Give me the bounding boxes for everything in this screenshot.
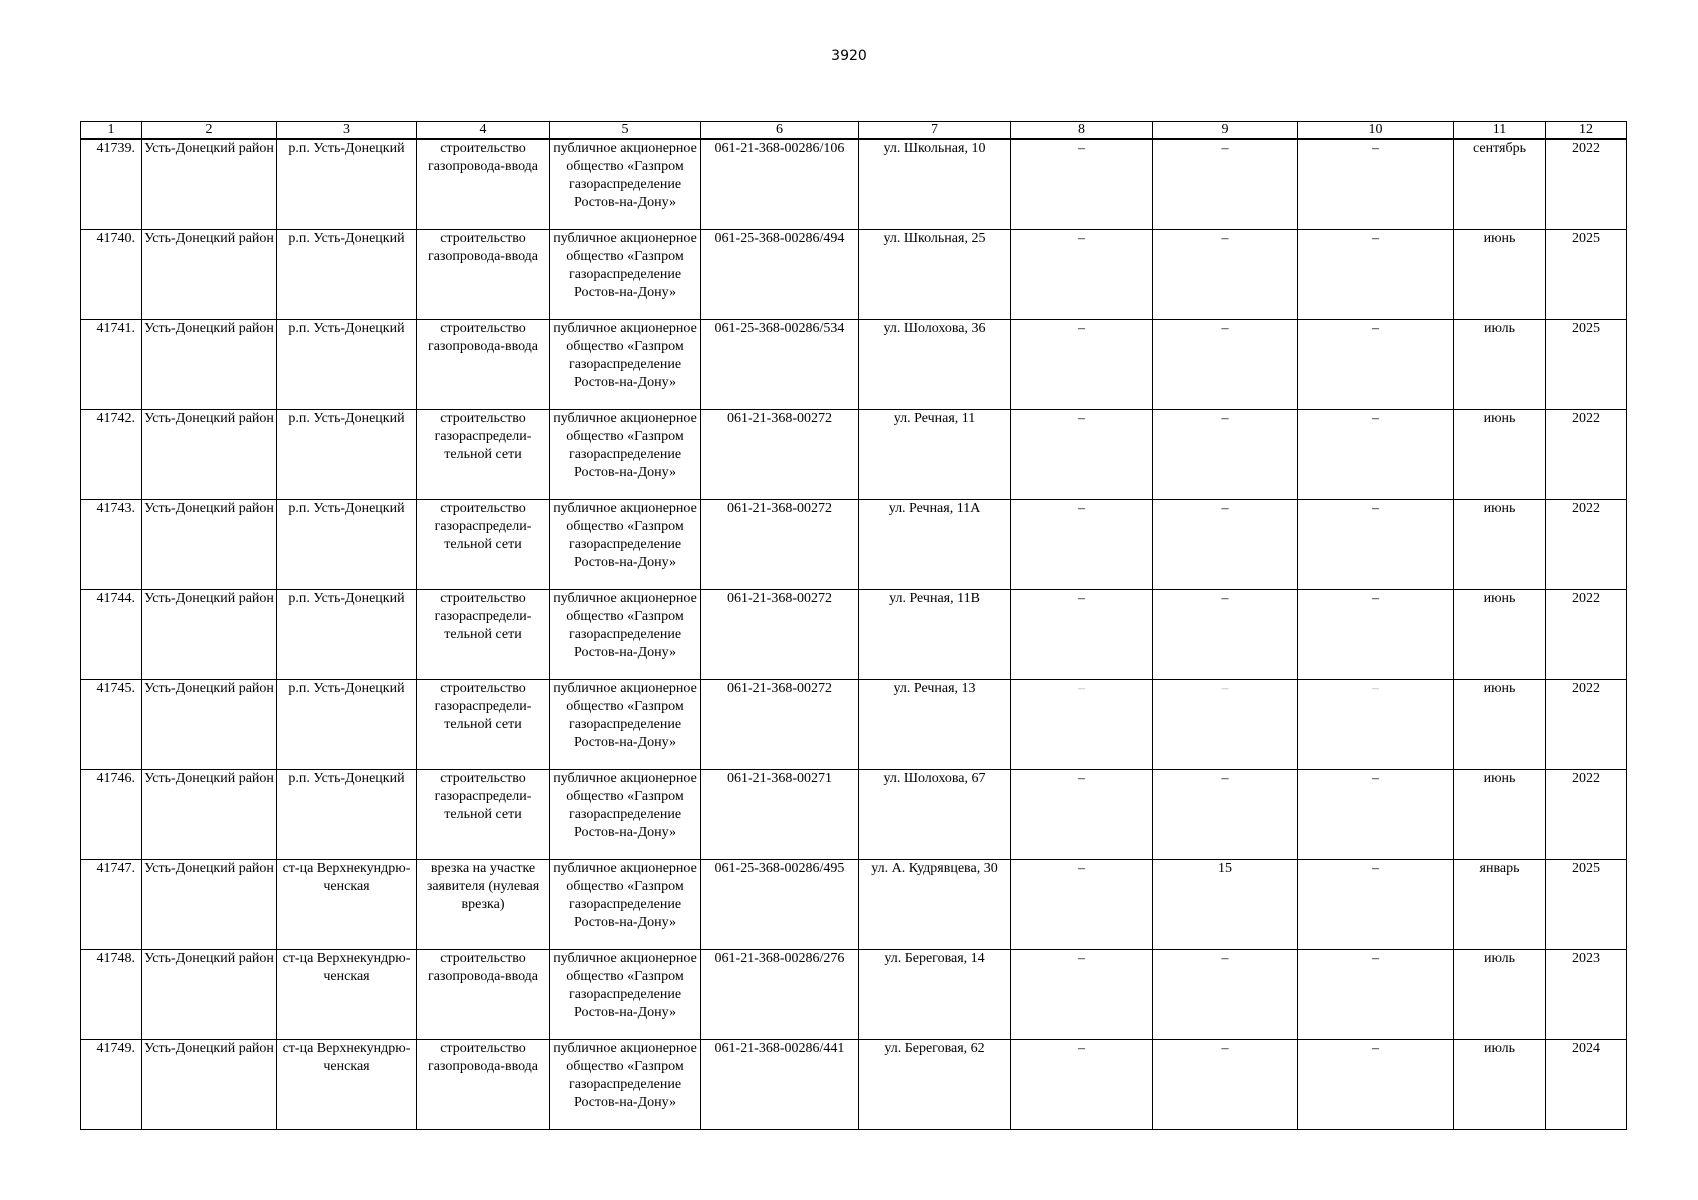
district-cell: Усть-Донецкий район [142,769,277,859]
row-number: 41746. [81,769,142,859]
column-8-cell: – [1011,229,1153,319]
column-8-cell: – [1011,679,1153,769]
table-row [81,409,1627,499]
code-cell: 061-21-368-00272 [701,409,859,499]
work-type-cell: строительство газопровода-ввода [417,229,550,319]
work-type-cell: строительство газопровода-ввода [417,319,550,409]
address-cell: ул. Шолохова, 36 [859,319,1011,409]
settlement-cell: р.п. Усть-Донецкий [277,319,417,409]
column-9-cell: – [1153,949,1298,1039]
table-row [81,949,1627,1039]
work-type-cell: строительство газораспредели-тельной сети [417,409,550,499]
column-9-cell: 15 [1153,859,1298,949]
month-cell: июнь [1454,499,1546,589]
district-cell: Усть-Донецкий район [142,319,277,409]
column-header-8: 8 [1011,122,1153,140]
year-cell: 2025 [1546,859,1627,949]
month-cell: июнь [1454,679,1546,769]
table-row [81,139,1627,229]
column-9-cell: – [1153,139,1298,229]
work-type-cell: строительство газораспредели-тельной сети [417,679,550,769]
column-8-cell: – [1011,409,1153,499]
column-8-cell: – [1011,769,1153,859]
district-cell: Усть-Донецкий район [142,1039,277,1129]
organization-cell: публичное акционерное общество «Газпром газораспределение Ростов-на-Дону» [550,1039,701,1129]
settlement-cell: ст-ца Верхнекундрю-ченская [277,859,417,949]
row-number: 41743. [81,499,142,589]
column-10-cell: – [1298,1039,1454,1129]
district-cell: Усть-Донецкий район [142,949,277,1039]
table-row [81,1039,1627,1129]
column-10-cell: – [1298,139,1454,229]
column-header-6: 6 [701,122,859,140]
year-cell: 2025 [1546,319,1627,409]
settlement-cell: р.п. Усть-Донецкий [277,229,417,319]
column-8-cell: – [1011,1039,1153,1129]
column-header-12: 12 [1546,122,1627,140]
row-number: 41740. [81,229,142,319]
column-header-10: 10 [1298,122,1454,140]
code-cell: 061-21-368-00272 [701,499,859,589]
code-cell: 061-21-368-00272 [701,679,859,769]
address-cell: ул. Речная, 11А [859,499,1011,589]
table-header [81,122,1627,140]
row-number: 41741. [81,319,142,409]
year-cell: 2025 [1546,229,1627,319]
header-row [81,122,1627,140]
row-number: 41742. [81,409,142,499]
column-9-cell: – [1153,679,1298,769]
table-row [81,499,1627,589]
address-cell: ул. Школьная, 10 [859,139,1011,229]
month-cell: июнь [1454,589,1546,679]
work-type-cell: строительство газораспредели-тельной сети [417,499,550,589]
column-8-cell: – [1011,589,1153,679]
column-10-cell: – [1298,229,1454,319]
organization-cell: публичное акционерное общество «Газпром газораспределение Ростов-на-Дону» [550,949,701,1039]
organization-cell: публичное акционерное общество «Газпром газораспределение Ростов-на-Дону» [550,499,701,589]
month-cell: июль [1454,319,1546,409]
settlement-cell: р.п. Усть-Донецкий [277,589,417,679]
address-cell: ул. Речная, 11В [859,589,1011,679]
organization-cell: публичное акционерное общество «Газпром газораспределение Ростов-на-Дону» [550,409,701,499]
work-type-cell: врезка на участке заявителя (нулевая врезка) [417,859,550,949]
column-header-11: 11 [1454,122,1546,140]
month-cell: июль [1454,1039,1546,1129]
work-type-cell: строительство газопровода-ввода [417,949,550,1039]
settlement-cell: р.п. Усть-Донецкий [277,139,417,229]
column-10-cell: – [1298,859,1454,949]
code-cell: 061-25-368-00286/534 [701,319,859,409]
settlement-cell: р.п. Усть-Донецкий [277,409,417,499]
table-body [81,139,1627,1129]
organization-cell: публичное акционерное общество «Газпром газораспределение Ростов-на-Дону» [550,769,701,859]
address-cell: ул. Школьная, 25 [859,229,1011,319]
code-cell: 061-25-368-00286/495 [701,859,859,949]
column-header-4: 4 [417,122,550,140]
address-cell: ул. Береговая, 14 [859,949,1011,1039]
column-9-cell: – [1153,1039,1298,1129]
column-9-cell: – [1153,769,1298,859]
table-row [81,589,1627,679]
column-9-cell: – [1153,319,1298,409]
work-type-cell: строительство газораспредели-тельной сети [417,769,550,859]
column-header-3: 3 [277,122,417,140]
row-number: 41748. [81,949,142,1039]
work-type-cell: строительство газопровода-ввода [417,139,550,229]
settlement-cell: р.п. Усть-Донецкий [277,769,417,859]
code-cell: 061-21-368-00272 [701,589,859,679]
code-cell: 061-21-368-00271 [701,769,859,859]
organization-cell: публичное акционерное общество «Газпром газораспределение Ростов-на-Дону» [550,229,701,319]
year-cell: 2022 [1546,589,1627,679]
district-cell: Усть-Донецкий район [142,229,277,319]
register-table [80,121,1627,1130]
address-cell: ул. Речная, 13 [859,679,1011,769]
month-cell: июнь [1454,229,1546,319]
settlement-cell: ст-ца Верхнекундрю-ченская [277,1039,417,1129]
month-cell: июнь [1454,409,1546,499]
page-number: 3920 [831,48,867,64]
address-cell: ул. Береговая, 62 [859,1039,1011,1129]
row-number: 41745. [81,679,142,769]
organization-cell: публичное акционерное общество «Газпром газораспределение Ростов-на-Дону» [550,589,701,679]
table-row [81,679,1627,769]
month-cell: сентябрь [1454,139,1546,229]
column-10-cell: – [1298,769,1454,859]
month-cell: январь [1454,859,1546,949]
column-8-cell: – [1011,499,1153,589]
organization-cell: публичное акционерное общество «Газпром газораспределение Ростов-на-Дону» [550,139,701,229]
work-type-cell: строительство газопровода-ввода [417,1039,550,1129]
district-cell: Усть-Донецкий район [142,139,277,229]
row-number: 41739. [81,139,142,229]
address-cell: ул. Речная, 11 [859,409,1011,499]
column-header-7: 7 [859,122,1011,140]
column-header-1: 1 [81,122,142,140]
organization-cell: публичное акционерное общество «Газпром газораспределение Ростов-на-Дону» [550,859,701,949]
year-cell: 2022 [1546,499,1627,589]
month-cell: июнь [1454,769,1546,859]
organization-cell: публичное акционерное общество «Газпром газораспределение Ростов-на-Дону» [550,319,701,409]
code-cell: 061-25-368-00286/494 [701,229,859,319]
district-cell: Усть-Донецкий район [142,409,277,499]
row-number: 41744. [81,589,142,679]
column-header-9: 9 [1153,122,1298,140]
year-cell: 2022 [1546,409,1627,499]
settlement-cell: р.п. Усть-Донецкий [277,679,417,769]
year-cell: 2022 [1546,769,1627,859]
table-row [81,229,1627,319]
column-9-cell: – [1153,589,1298,679]
row-number: 41749. [81,1039,142,1129]
column-10-cell: – [1298,409,1454,499]
year-cell: 2024 [1546,1039,1627,1129]
code-cell: 061-21-368-00286/276 [701,949,859,1039]
column-10-cell: – [1298,499,1454,589]
district-cell: Усть-Донецкий район [142,679,277,769]
column-8-cell: – [1011,949,1153,1039]
column-9-cell: – [1153,229,1298,319]
district-cell: Усть-Донецкий район [142,589,277,679]
district-cell: Усть-Донецкий район [142,859,277,949]
settlement-cell: ст-ца Верхнекундрю-ченская [277,949,417,1039]
column-10-cell: – [1298,679,1454,769]
settlement-cell: р.п. Усть-Донецкий [277,499,417,589]
address-cell: ул. А. Кудрявцева, 30 [859,859,1011,949]
year-cell: 2022 [1546,139,1627,229]
code-cell: 061-21-368-00286/106 [701,139,859,229]
column-header-5: 5 [550,122,701,140]
column-header-2: 2 [142,122,277,140]
district-cell: Усть-Донецкий район [142,499,277,589]
column-8-cell: – [1011,319,1153,409]
address-cell: ул. Шолохова, 67 [859,769,1011,859]
year-cell: 2022 [1546,679,1627,769]
table-row [81,859,1627,949]
table-row [81,769,1627,859]
column-8-cell: – [1011,139,1153,229]
column-9-cell: – [1153,409,1298,499]
organization-cell: публичное акционерное общество «Газпром газораспределение Ростов-на-Дону» [550,679,701,769]
table-row [81,319,1627,409]
year-cell: 2023 [1546,949,1627,1039]
column-10-cell: – [1298,319,1454,409]
column-8-cell: – [1011,859,1153,949]
column-9-cell: – [1153,499,1298,589]
column-10-cell: – [1298,589,1454,679]
column-10-cell: – [1298,949,1454,1039]
work-type-cell: строительство газораспредели-тельной сети [417,589,550,679]
row-number: 41747. [81,859,142,949]
month-cell: июль [1454,949,1546,1039]
code-cell: 061-21-368-00286/441 [701,1039,859,1129]
